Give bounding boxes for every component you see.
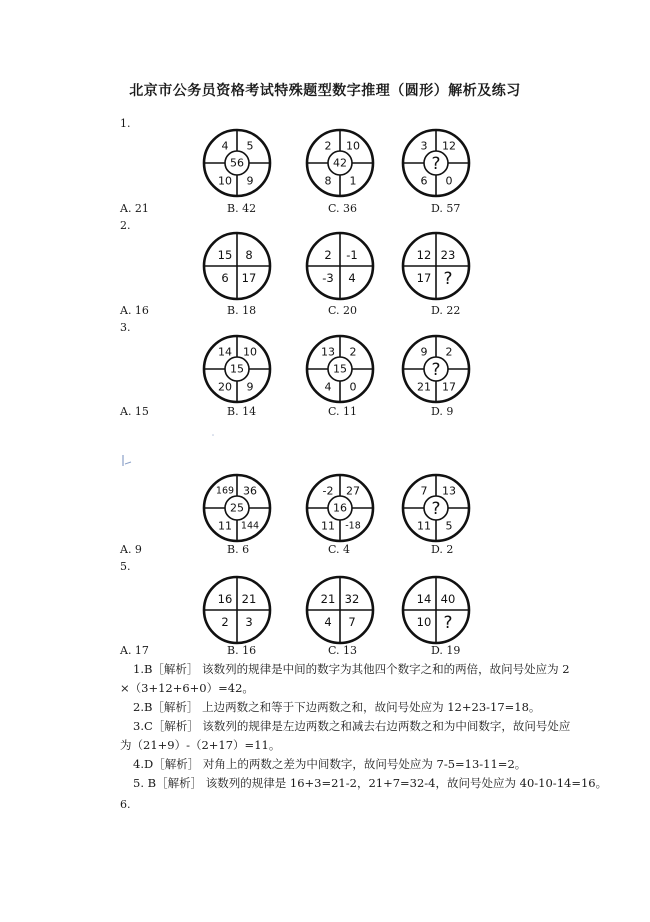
center-number: 56 [230, 156, 244, 170]
tl-number: 16 [217, 592, 233, 606]
option-b: B. 16 [227, 644, 257, 657]
tr-number: 32 [344, 592, 360, 606]
number-circle [403, 233, 469, 299]
bottom-right-number: 9 [246, 380, 254, 394]
top-left-number: 14 [218, 345, 232, 359]
tr-number: 21 [241, 592, 257, 606]
tl-number: 21 [320, 592, 336, 606]
br-number: ? [443, 269, 453, 289]
number-circle [204, 336, 270, 402]
option-a: A. 17 [120, 644, 149, 657]
bl-number: 2 [221, 615, 229, 629]
tr-number: 23 [440, 248, 456, 262]
question-5-number: 5. [120, 560, 131, 573]
option-c: C. 4 [328, 543, 351, 556]
top-left-number: 2 [324, 139, 332, 153]
br-number: 3 [245, 615, 253, 629]
top-right-number: 5 [246, 139, 254, 153]
bl-number: 17 [416, 271, 432, 285]
answer-3-line-2: 为（21+9）-（2+17）=11。 [120, 738, 281, 752]
answer-2: 2.B［解析］ 上边两数之和等于下边两数之和，故问号处应为 12+23-17=18。 [133, 700, 541, 714]
tl-number: 2 [324, 248, 332, 262]
br-number: 7 [348, 615, 356, 629]
number-circle [307, 577, 373, 643]
center-number: 42 [333, 156, 347, 170]
center-number: 25 [230, 501, 244, 515]
top-right-number: 36 [243, 484, 257, 498]
page-title: 北京市公务员资格考试特殊题型数字推理（圆形）解析及练习 [129, 83, 521, 99]
question-3-number: 3. [120, 321, 131, 334]
bottom-right-number: 9 [246, 174, 254, 188]
br-number: 17 [241, 271, 257, 285]
number-circle [307, 475, 373, 541]
number-circle [403, 336, 469, 402]
option-a: A. 9 [120, 543, 142, 556]
bottom-left-number: 21 [417, 380, 431, 394]
bottom-right-number: 17 [442, 380, 456, 394]
option-d: D. 19 [431, 644, 461, 657]
tr-number: 8 [245, 248, 253, 262]
option-c: C. 11 [328, 405, 358, 418]
question-2-number: 2. [120, 219, 131, 232]
center-number: ? [431, 360, 441, 380]
top-right-number: 2 [445, 345, 453, 359]
top-right-number: 10 [346, 139, 360, 153]
number-circle [204, 577, 270, 643]
option-b: B. 14 [227, 405, 257, 418]
tl-number: 14 [416, 592, 432, 606]
number-circle [403, 130, 469, 196]
bl-number: 10 [416, 615, 432, 629]
top-left-number: 9 [420, 345, 428, 359]
bottom-right-number: 5 [445, 519, 453, 533]
br-number: 4 [348, 271, 356, 285]
option-d: D. 2 [431, 543, 454, 556]
top-left-number: -2 [322, 484, 334, 498]
bottom-left-number: 20 [218, 380, 232, 394]
center-number: 15 [333, 362, 347, 376]
bottom-left-number: 8 [324, 174, 332, 188]
option-c: C. 20 [328, 304, 358, 317]
option-d: D. 57 [431, 202, 461, 215]
center-number: ? [431, 499, 441, 519]
top-left-number: 3 [420, 139, 428, 153]
answer-4: 4.D［解析］ 对角上的两数之差为中间数字，故问号处应为 7-5=13-11=2。 [133, 757, 527, 771]
question-1-number: 1. [120, 117, 131, 130]
bl-number: 6 [221, 271, 229, 285]
center-number: 16 [333, 501, 347, 515]
top-left-number: 7 [420, 484, 428, 498]
bottom-right-number: 0 [349, 380, 357, 394]
br-number: ? [443, 613, 453, 633]
bottom-right-number: 0 [445, 174, 453, 188]
tr-number: -1 [346, 248, 358, 262]
bottom-right-number: 144 [240, 520, 260, 532]
number-circle [204, 233, 270, 299]
top-right-number: 10 [243, 345, 257, 359]
bottom-left-number: 10 [218, 174, 232, 188]
answer-3-line-1: 3.C［解析］ 该数列的规律是左边两数之和减去右边两数之和为中间数字，故问号处应 [133, 719, 571, 733]
top-left-number: 169 [215, 485, 235, 497]
option-c: C. 13 [328, 644, 358, 657]
bottom-left-number: 11 [321, 519, 335, 533]
top-right-number: 12 [442, 139, 456, 153]
bottom-left-number: 11 [218, 519, 232, 533]
option-a: A. 15 [120, 405, 149, 418]
bottom-right-number: 1 [349, 174, 357, 188]
answer-1-line-2: ×（3+12+6+0）=42。 [120, 681, 254, 695]
top-left-number: 13 [321, 345, 335, 359]
number-circle [307, 130, 373, 196]
top-left-number: 4 [221, 139, 229, 153]
option-a: A. 16 [120, 304, 149, 317]
top-right-number: 27 [346, 484, 360, 498]
top-right-number: 2 [349, 345, 357, 359]
option-b: B. 18 [227, 304, 257, 317]
top-right-number: 13 [442, 484, 456, 498]
bl-number: -3 [322, 271, 334, 285]
answer-1-line-1: 1.B［解析］ 该数列的规律是中间的数字为其他四个数字之和的两倍，故问号处应为 2 [133, 662, 570, 676]
tr-number: 40 [440, 592, 456, 606]
answer-5: 5. B［解析］ 该数列的规律是 16+3=21-2，21+7=32-4，故问号处应为 40-10-14=16。 [133, 776, 608, 790]
number-circle [403, 475, 469, 541]
bottom-right-number: -18 [345, 520, 361, 532]
option-b: B. 6 [227, 543, 250, 556]
number-circle [204, 475, 270, 541]
option-a: A. 21 [120, 202, 149, 215]
bottom-left-number: 11 [417, 519, 431, 533]
option-c: C. 36 [328, 202, 358, 215]
number-circle [204, 130, 270, 196]
tl-number: 15 [217, 248, 233, 262]
bottom-left-number: 6 [420, 174, 428, 188]
bl-number: 4 [324, 615, 332, 629]
center-number: 15 [230, 362, 244, 376]
number-circle [307, 233, 373, 299]
tl-number: 12 [416, 248, 432, 262]
option-d: D. 9 [431, 405, 454, 418]
option-b: B. 42 [227, 202, 257, 215]
bottom-left-number: 4 [324, 380, 332, 394]
option-d: D. 22 [431, 304, 461, 317]
number-circle [307, 336, 373, 402]
number-circle [403, 577, 469, 643]
question-6-number: 6. [120, 798, 131, 811]
center-number: ? [431, 154, 441, 174]
